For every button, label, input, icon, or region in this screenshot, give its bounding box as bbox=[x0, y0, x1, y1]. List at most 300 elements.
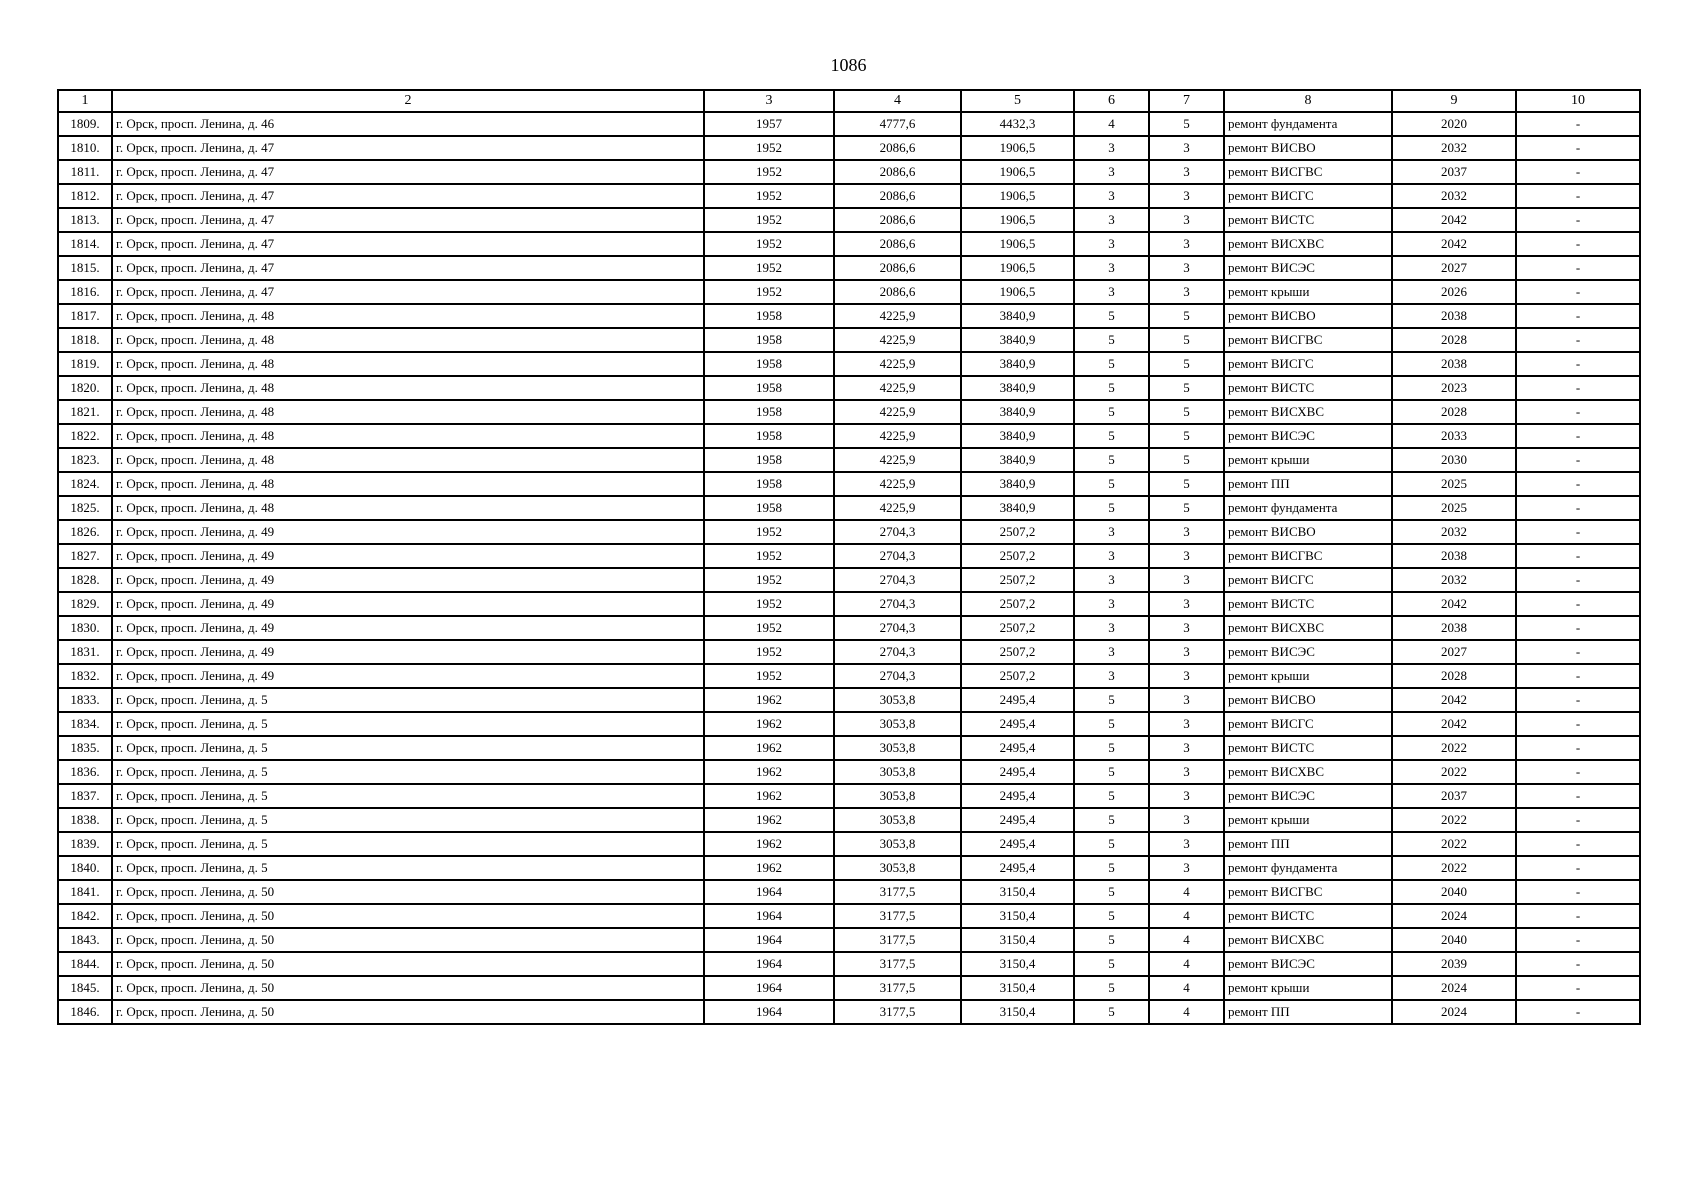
cell-planned-year: 2028 bbox=[1392, 664, 1516, 688]
cell-living-area: 3840,9 bbox=[961, 352, 1074, 376]
cell-planned-year: 2030 bbox=[1392, 448, 1516, 472]
cell-living-area: 3840,9 bbox=[961, 304, 1074, 328]
column-header-5: 5 bbox=[961, 90, 1074, 112]
cell-work-type: ремонт ВИСВО bbox=[1224, 304, 1392, 328]
cell-year-built: 1962 bbox=[704, 856, 834, 880]
cell-address: г. Орск, просп. Ленина, д. 47 bbox=[112, 232, 704, 256]
cell-total-area: 3177,5 bbox=[834, 928, 961, 952]
cell-year-built: 1962 bbox=[704, 784, 834, 808]
table-row bbox=[58, 352, 1640, 376]
table-row bbox=[58, 136, 1640, 160]
cell-year-built: 1952 bbox=[704, 136, 834, 160]
cell-living-area: 3150,4 bbox=[961, 904, 1074, 928]
cell-floors: 4 bbox=[1074, 112, 1149, 136]
cell-note: - bbox=[1516, 832, 1640, 856]
cell-living-area: 1906,5 bbox=[961, 232, 1074, 256]
cell-planned-year: 2027 bbox=[1392, 640, 1516, 664]
cell-year-built: 1952 bbox=[704, 232, 834, 256]
cell-work-type: ремонт ВИСГС bbox=[1224, 568, 1392, 592]
cell-total-area: 4225,9 bbox=[834, 352, 961, 376]
table-row bbox=[58, 568, 1640, 592]
cell-floors: 5 bbox=[1074, 856, 1149, 880]
cell-note: - bbox=[1516, 544, 1640, 568]
column-header-2: 2 bbox=[112, 90, 704, 112]
cell-floors: 5 bbox=[1074, 352, 1149, 376]
cell-work-type: ремонт ВИСГВС bbox=[1224, 160, 1392, 184]
cell-year-built: 1964 bbox=[704, 1000, 834, 1024]
cell-year-built: 1952 bbox=[704, 184, 834, 208]
cell-row-number: 1836. bbox=[58, 760, 112, 784]
cell-address: г. Орск, просп. Ленина, д. 47 bbox=[112, 280, 704, 304]
cell-entrances: 5 bbox=[1149, 376, 1224, 400]
cell-floors: 3 bbox=[1074, 232, 1149, 256]
cell-entrances: 5 bbox=[1149, 496, 1224, 520]
cell-entrances: 3 bbox=[1149, 856, 1224, 880]
cell-planned-year: 2039 bbox=[1392, 952, 1516, 976]
header-row bbox=[58, 90, 1640, 112]
cell-total-area: 4777,6 bbox=[834, 112, 961, 136]
cell-year-built: 1952 bbox=[704, 568, 834, 592]
cell-floors: 5 bbox=[1074, 448, 1149, 472]
table-row bbox=[58, 256, 1640, 280]
table-row bbox=[58, 856, 1640, 880]
cell-work-type: ремонт ВИСХВС bbox=[1224, 400, 1392, 424]
cell-row-number: 1818. bbox=[58, 328, 112, 352]
cell-work-type: ремонт ВИСЭС bbox=[1224, 640, 1392, 664]
table-row bbox=[58, 976, 1640, 1000]
cell-work-type: ремонт ВИСХВС bbox=[1224, 232, 1392, 256]
cell-planned-year: 2022 bbox=[1392, 736, 1516, 760]
cell-address: г. Орск, просп. Ленина, д. 50 bbox=[112, 952, 704, 976]
cell-entrances: 3 bbox=[1149, 592, 1224, 616]
cell-year-built: 1958 bbox=[704, 304, 834, 328]
cell-total-area: 3177,5 bbox=[834, 904, 961, 928]
cell-note: - bbox=[1516, 352, 1640, 376]
cell-entrances: 3 bbox=[1149, 808, 1224, 832]
cell-address: г. Орск, просп. Ленина, д. 50 bbox=[112, 880, 704, 904]
cell-note: - bbox=[1516, 976, 1640, 1000]
cell-year-built: 1964 bbox=[704, 976, 834, 1000]
table-row bbox=[58, 280, 1640, 304]
cell-planned-year: 2023 bbox=[1392, 376, 1516, 400]
cell-work-type: ремонт крыши bbox=[1224, 448, 1392, 472]
table-row bbox=[58, 760, 1640, 784]
cell-address: г. Орск, просп. Ленина, д. 48 bbox=[112, 400, 704, 424]
cell-note: - bbox=[1516, 808, 1640, 832]
cell-address: г. Орск, просп. Ленина, д. 47 bbox=[112, 256, 704, 280]
cell-living-area: 2507,2 bbox=[961, 616, 1074, 640]
cell-living-area: 1906,5 bbox=[961, 256, 1074, 280]
cell-floors: 5 bbox=[1074, 880, 1149, 904]
cell-address: г. Орск, просп. Ленина, д. 5 bbox=[112, 688, 704, 712]
cell-living-area: 2495,4 bbox=[961, 712, 1074, 736]
cell-address: г. Орск, просп. Ленина, д. 5 bbox=[112, 712, 704, 736]
cell-address: г. Орск, просп. Ленина, д. 5 bbox=[112, 856, 704, 880]
cell-work-type: ремонт крыши bbox=[1224, 976, 1392, 1000]
cell-address: г. Орск, просп. Ленина, д. 49 bbox=[112, 616, 704, 640]
cell-work-type: ремонт ВИСХВС bbox=[1224, 760, 1392, 784]
cell-row-number: 1843. bbox=[58, 928, 112, 952]
table-row bbox=[58, 592, 1640, 616]
cell-address: г. Орск, просп. Ленина, д. 47 bbox=[112, 136, 704, 160]
table-row bbox=[58, 928, 1640, 952]
cell-floors: 5 bbox=[1074, 904, 1149, 928]
cell-note: - bbox=[1516, 184, 1640, 208]
cell-note: - bbox=[1516, 592, 1640, 616]
cell-total-area: 3053,8 bbox=[834, 856, 961, 880]
cell-planned-year: 2037 bbox=[1392, 160, 1516, 184]
cell-address: г. Орск, просп. Ленина, д. 5 bbox=[112, 832, 704, 856]
cell-row-number: 1840. bbox=[58, 856, 112, 880]
cell-note: - bbox=[1516, 280, 1640, 304]
table-row bbox=[58, 808, 1640, 832]
cell-address: г. Орск, просп. Ленина, д. 48 bbox=[112, 496, 704, 520]
cell-planned-year: 2032 bbox=[1392, 136, 1516, 160]
table-row bbox=[58, 688, 1640, 712]
cell-entrances: 3 bbox=[1149, 520, 1224, 544]
page-number: 1086 bbox=[830, 55, 867, 75]
cell-planned-year: 2022 bbox=[1392, 808, 1516, 832]
cell-work-type: ремонт ВИСВО bbox=[1224, 136, 1392, 160]
cell-entrances: 4 bbox=[1149, 1000, 1224, 1024]
cell-living-area: 3150,4 bbox=[961, 952, 1074, 976]
cell-address: г. Орск, просп. Ленина, д. 5 bbox=[112, 784, 704, 808]
cell-year-built: 1952 bbox=[704, 640, 834, 664]
cell-work-type: ремонт ВИСЭС bbox=[1224, 784, 1392, 808]
cell-planned-year: 2024 bbox=[1392, 904, 1516, 928]
cell-note: - bbox=[1516, 928, 1640, 952]
cell-row-number: 1815. bbox=[58, 256, 112, 280]
cell-row-number: 1824. bbox=[58, 472, 112, 496]
cell-total-area: 4225,9 bbox=[834, 496, 961, 520]
cell-total-area: 3053,8 bbox=[834, 712, 961, 736]
cell-entrances: 5 bbox=[1149, 328, 1224, 352]
cell-entrances: 5 bbox=[1149, 424, 1224, 448]
cell-entrances: 5 bbox=[1149, 352, 1224, 376]
cell-note: - bbox=[1516, 856, 1640, 880]
table-row bbox=[58, 400, 1640, 424]
cell-living-area: 2507,2 bbox=[961, 544, 1074, 568]
cell-row-number: 1811. bbox=[58, 160, 112, 184]
cell-entrances: 3 bbox=[1149, 712, 1224, 736]
cell-address: г. Орск, просп. Ленина, д. 48 bbox=[112, 328, 704, 352]
cell-year-built: 1964 bbox=[704, 928, 834, 952]
cell-floors: 3 bbox=[1074, 520, 1149, 544]
cell-row-number: 1822. bbox=[58, 424, 112, 448]
cell-planned-year: 2042 bbox=[1392, 208, 1516, 232]
table-header bbox=[58, 90, 1640, 112]
cell-address: г. Орск, просп. Ленина, д. 47 bbox=[112, 208, 704, 232]
cell-note: - bbox=[1516, 712, 1640, 736]
cell-note: - bbox=[1516, 568, 1640, 592]
cell-note: - bbox=[1516, 736, 1640, 760]
cell-floors: 5 bbox=[1074, 928, 1149, 952]
table-row bbox=[58, 616, 1640, 640]
cell-living-area: 1906,5 bbox=[961, 184, 1074, 208]
cell-floors: 3 bbox=[1074, 280, 1149, 304]
cell-floors: 5 bbox=[1074, 1000, 1149, 1024]
cell-year-built: 1962 bbox=[704, 760, 834, 784]
cell-work-type: ремонт ПП bbox=[1224, 1000, 1392, 1024]
cell-total-area: 4225,9 bbox=[834, 448, 961, 472]
cell-address: г. Орск, просп. Ленина, д. 47 bbox=[112, 160, 704, 184]
cell-planned-year: 2028 bbox=[1392, 400, 1516, 424]
cell-address: г. Орск, просп. Ленина, д. 48 bbox=[112, 304, 704, 328]
cell-year-built: 1958 bbox=[704, 424, 834, 448]
cell-row-number: 1812. bbox=[58, 184, 112, 208]
cell-living-area: 3150,4 bbox=[961, 1000, 1074, 1024]
cell-living-area: 2507,2 bbox=[961, 592, 1074, 616]
cell-living-area: 2495,4 bbox=[961, 784, 1074, 808]
cell-work-type: ремонт ВИСЭС bbox=[1224, 256, 1392, 280]
cell-total-area: 3053,8 bbox=[834, 784, 961, 808]
table-row bbox=[58, 952, 1640, 976]
cell-address: г. Орск, просп. Ленина, д. 48 bbox=[112, 376, 704, 400]
column-header-3: 3 bbox=[704, 90, 834, 112]
cell-note: - bbox=[1516, 208, 1640, 232]
cell-living-area: 2495,4 bbox=[961, 832, 1074, 856]
cell-total-area: 3177,5 bbox=[834, 1000, 961, 1024]
cell-note: - bbox=[1516, 328, 1640, 352]
cell-planned-year: 2042 bbox=[1392, 712, 1516, 736]
cell-living-area: 1906,5 bbox=[961, 136, 1074, 160]
cell-note: - bbox=[1516, 904, 1640, 928]
cell-work-type: ремонт ВИСХВС bbox=[1224, 616, 1392, 640]
cell-row-number: 1827. bbox=[58, 544, 112, 568]
cell-row-number: 1820. bbox=[58, 376, 112, 400]
cell-address: г. Орск, просп. Ленина, д. 49 bbox=[112, 664, 704, 688]
cell-planned-year: 2028 bbox=[1392, 328, 1516, 352]
cell-entrances: 3 bbox=[1149, 832, 1224, 856]
cell-work-type: ремонт ВИСХВС bbox=[1224, 928, 1392, 952]
cell-row-number: 1839. bbox=[58, 832, 112, 856]
cell-address: г. Орск, просп. Ленина, д. 49 bbox=[112, 520, 704, 544]
cell-planned-year: 2026 bbox=[1392, 280, 1516, 304]
cell-planned-year: 2020 bbox=[1392, 112, 1516, 136]
cell-total-area: 4225,9 bbox=[834, 400, 961, 424]
cell-entrances: 5 bbox=[1149, 112, 1224, 136]
cell-row-number: 1834. bbox=[58, 712, 112, 736]
cell-floors: 5 bbox=[1074, 688, 1149, 712]
cell-living-area: 3150,4 bbox=[961, 976, 1074, 1000]
table-row bbox=[58, 424, 1640, 448]
cell-living-area: 2507,2 bbox=[961, 520, 1074, 544]
cell-living-area: 2495,4 bbox=[961, 808, 1074, 832]
cell-note: - bbox=[1516, 400, 1640, 424]
cell-floors: 5 bbox=[1074, 400, 1149, 424]
table-row bbox=[58, 712, 1640, 736]
cell-total-area: 2086,6 bbox=[834, 136, 961, 160]
cell-work-type: ремонт ВИСЭС bbox=[1224, 952, 1392, 976]
cell-year-built: 1952 bbox=[704, 280, 834, 304]
cell-living-area: 4432,3 bbox=[961, 112, 1074, 136]
cell-floors: 3 bbox=[1074, 664, 1149, 688]
cell-year-built: 1962 bbox=[704, 712, 834, 736]
cell-planned-year: 2022 bbox=[1392, 760, 1516, 784]
cell-planned-year: 2042 bbox=[1392, 592, 1516, 616]
column-header-4: 4 bbox=[834, 90, 961, 112]
cell-living-area: 3840,9 bbox=[961, 400, 1074, 424]
table-body bbox=[58, 112, 1640, 1024]
cell-entrances: 4 bbox=[1149, 976, 1224, 1000]
table-row bbox=[58, 184, 1640, 208]
cell-year-built: 1958 bbox=[704, 400, 834, 424]
cell-floors: 3 bbox=[1074, 592, 1149, 616]
cell-note: - bbox=[1516, 112, 1640, 136]
cell-total-area: 4225,9 bbox=[834, 472, 961, 496]
cell-note: - bbox=[1516, 496, 1640, 520]
table-row bbox=[58, 784, 1640, 808]
cell-entrances: 3 bbox=[1149, 232, 1224, 256]
column-header-10: 10 bbox=[1516, 90, 1640, 112]
cell-floors: 5 bbox=[1074, 424, 1149, 448]
cell-floors: 5 bbox=[1074, 784, 1149, 808]
cell-entrances: 3 bbox=[1149, 760, 1224, 784]
cell-work-type: ремонт ВИСГВС bbox=[1224, 544, 1392, 568]
cell-note: - bbox=[1516, 688, 1640, 712]
cell-year-built: 1957 bbox=[704, 112, 834, 136]
table-row bbox=[58, 376, 1640, 400]
cell-planned-year: 2032 bbox=[1392, 568, 1516, 592]
cell-floors: 3 bbox=[1074, 184, 1149, 208]
cell-living-area: 3150,4 bbox=[961, 928, 1074, 952]
cell-living-area: 3150,4 bbox=[961, 880, 1074, 904]
cell-year-built: 1962 bbox=[704, 832, 834, 856]
cell-address: г. Орск, просп. Ленина, д. 48 bbox=[112, 352, 704, 376]
cell-living-area: 2507,2 bbox=[961, 568, 1074, 592]
cell-floors: 5 bbox=[1074, 736, 1149, 760]
cell-total-area: 2086,6 bbox=[834, 208, 961, 232]
cell-floors: 5 bbox=[1074, 376, 1149, 400]
table-row bbox=[58, 736, 1640, 760]
table-row bbox=[58, 208, 1640, 232]
cell-living-area: 3840,9 bbox=[961, 496, 1074, 520]
cell-year-built: 1964 bbox=[704, 904, 834, 928]
cell-total-area: 4225,9 bbox=[834, 424, 961, 448]
cell-entrances: 3 bbox=[1149, 280, 1224, 304]
cell-entrances: 4 bbox=[1149, 928, 1224, 952]
cell-address: г. Орск, просп. Ленина, д. 50 bbox=[112, 904, 704, 928]
cell-row-number: 1810. bbox=[58, 136, 112, 160]
column-header-6: 6 bbox=[1074, 90, 1149, 112]
cell-entrances: 3 bbox=[1149, 208, 1224, 232]
cell-entrances: 4 bbox=[1149, 880, 1224, 904]
cell-note: - bbox=[1516, 616, 1640, 640]
cell-total-area: 4225,9 bbox=[834, 328, 961, 352]
cell-work-type: ремонт ВИСВО bbox=[1224, 520, 1392, 544]
cell-year-built: 1952 bbox=[704, 520, 834, 544]
cell-work-type: ремонт крыши bbox=[1224, 664, 1392, 688]
cell-work-type: ремонт ВИСГС bbox=[1224, 352, 1392, 376]
table-row bbox=[58, 880, 1640, 904]
cell-total-area: 2086,6 bbox=[834, 160, 961, 184]
cell-floors: 3 bbox=[1074, 136, 1149, 160]
cell-floors: 3 bbox=[1074, 616, 1149, 640]
cell-total-area: 3053,8 bbox=[834, 808, 961, 832]
cell-total-area: 3053,8 bbox=[834, 688, 961, 712]
cell-planned-year: 2040 bbox=[1392, 880, 1516, 904]
cell-total-area: 3177,5 bbox=[834, 952, 961, 976]
cell-planned-year: 2038 bbox=[1392, 616, 1516, 640]
table-row bbox=[58, 520, 1640, 544]
cell-row-number: 1833. bbox=[58, 688, 112, 712]
cell-year-built: 1952 bbox=[704, 616, 834, 640]
cell-planned-year: 2025 bbox=[1392, 496, 1516, 520]
cell-floors: 3 bbox=[1074, 256, 1149, 280]
cell-living-area: 1906,5 bbox=[961, 280, 1074, 304]
cell-planned-year: 2032 bbox=[1392, 520, 1516, 544]
cell-row-number: 1829. bbox=[58, 592, 112, 616]
cell-note: - bbox=[1516, 448, 1640, 472]
cell-living-area: 2495,4 bbox=[961, 760, 1074, 784]
table-row bbox=[58, 112, 1640, 136]
cell-entrances: 3 bbox=[1149, 184, 1224, 208]
cell-year-built: 1958 bbox=[704, 352, 834, 376]
cell-floors: 3 bbox=[1074, 568, 1149, 592]
cell-total-area: 3177,5 bbox=[834, 976, 961, 1000]
cell-work-type: ремонт ВИСТС bbox=[1224, 208, 1392, 232]
cell-year-built: 1952 bbox=[704, 256, 834, 280]
cell-address: г. Орск, просп. Ленина, д. 50 bbox=[112, 976, 704, 1000]
cell-total-area: 2704,3 bbox=[834, 640, 961, 664]
cell-row-number: 1831. bbox=[58, 640, 112, 664]
cell-address: г. Орск, просп. Ленина, д. 50 bbox=[112, 928, 704, 952]
cell-floors: 5 bbox=[1074, 832, 1149, 856]
cell-year-built: 1952 bbox=[704, 544, 834, 568]
cell-note: - bbox=[1516, 472, 1640, 496]
cell-note: - bbox=[1516, 880, 1640, 904]
cell-work-type: ремонт ПП bbox=[1224, 472, 1392, 496]
cell-row-number: 1809. bbox=[58, 112, 112, 136]
cell-floors: 5 bbox=[1074, 496, 1149, 520]
cell-entrances: 3 bbox=[1149, 568, 1224, 592]
cell-floors: 5 bbox=[1074, 952, 1149, 976]
cell-note: - bbox=[1516, 160, 1640, 184]
cell-address: г. Орск, просп. Ленина, д. 49 bbox=[112, 568, 704, 592]
cell-entrances: 4 bbox=[1149, 952, 1224, 976]
cell-planned-year: 2042 bbox=[1392, 688, 1516, 712]
cell-year-built: 1958 bbox=[704, 472, 834, 496]
cell-year-built: 1964 bbox=[704, 952, 834, 976]
cell-living-area: 3840,9 bbox=[961, 448, 1074, 472]
cell-entrances: 3 bbox=[1149, 544, 1224, 568]
cell-planned-year: 2024 bbox=[1392, 976, 1516, 1000]
cell-planned-year: 2022 bbox=[1392, 856, 1516, 880]
table-row bbox=[58, 232, 1640, 256]
cell-planned-year: 2038 bbox=[1392, 544, 1516, 568]
cell-planned-year: 2032 bbox=[1392, 184, 1516, 208]
cell-address: г. Орск, просп. Ленина, д. 47 bbox=[112, 184, 704, 208]
cell-total-area: 2086,6 bbox=[834, 280, 961, 304]
cell-planned-year: 2037 bbox=[1392, 784, 1516, 808]
cell-row-number: 1817. bbox=[58, 304, 112, 328]
table-row bbox=[58, 544, 1640, 568]
cell-floors: 3 bbox=[1074, 544, 1149, 568]
table-row bbox=[58, 640, 1640, 664]
cell-note: - bbox=[1516, 136, 1640, 160]
cell-floors: 5 bbox=[1074, 328, 1149, 352]
cell-living-area: 1906,5 bbox=[961, 208, 1074, 232]
cell-living-area: 2495,4 bbox=[961, 688, 1074, 712]
table-row bbox=[58, 448, 1640, 472]
cell-planned-year: 2022 bbox=[1392, 832, 1516, 856]
cell-note: - bbox=[1516, 256, 1640, 280]
cell-year-built: 1958 bbox=[704, 448, 834, 472]
cell-entrances: 3 bbox=[1149, 664, 1224, 688]
table-row bbox=[58, 664, 1640, 688]
cell-work-type: ремонт ВИСТС bbox=[1224, 904, 1392, 928]
cell-row-number: 1814. bbox=[58, 232, 112, 256]
